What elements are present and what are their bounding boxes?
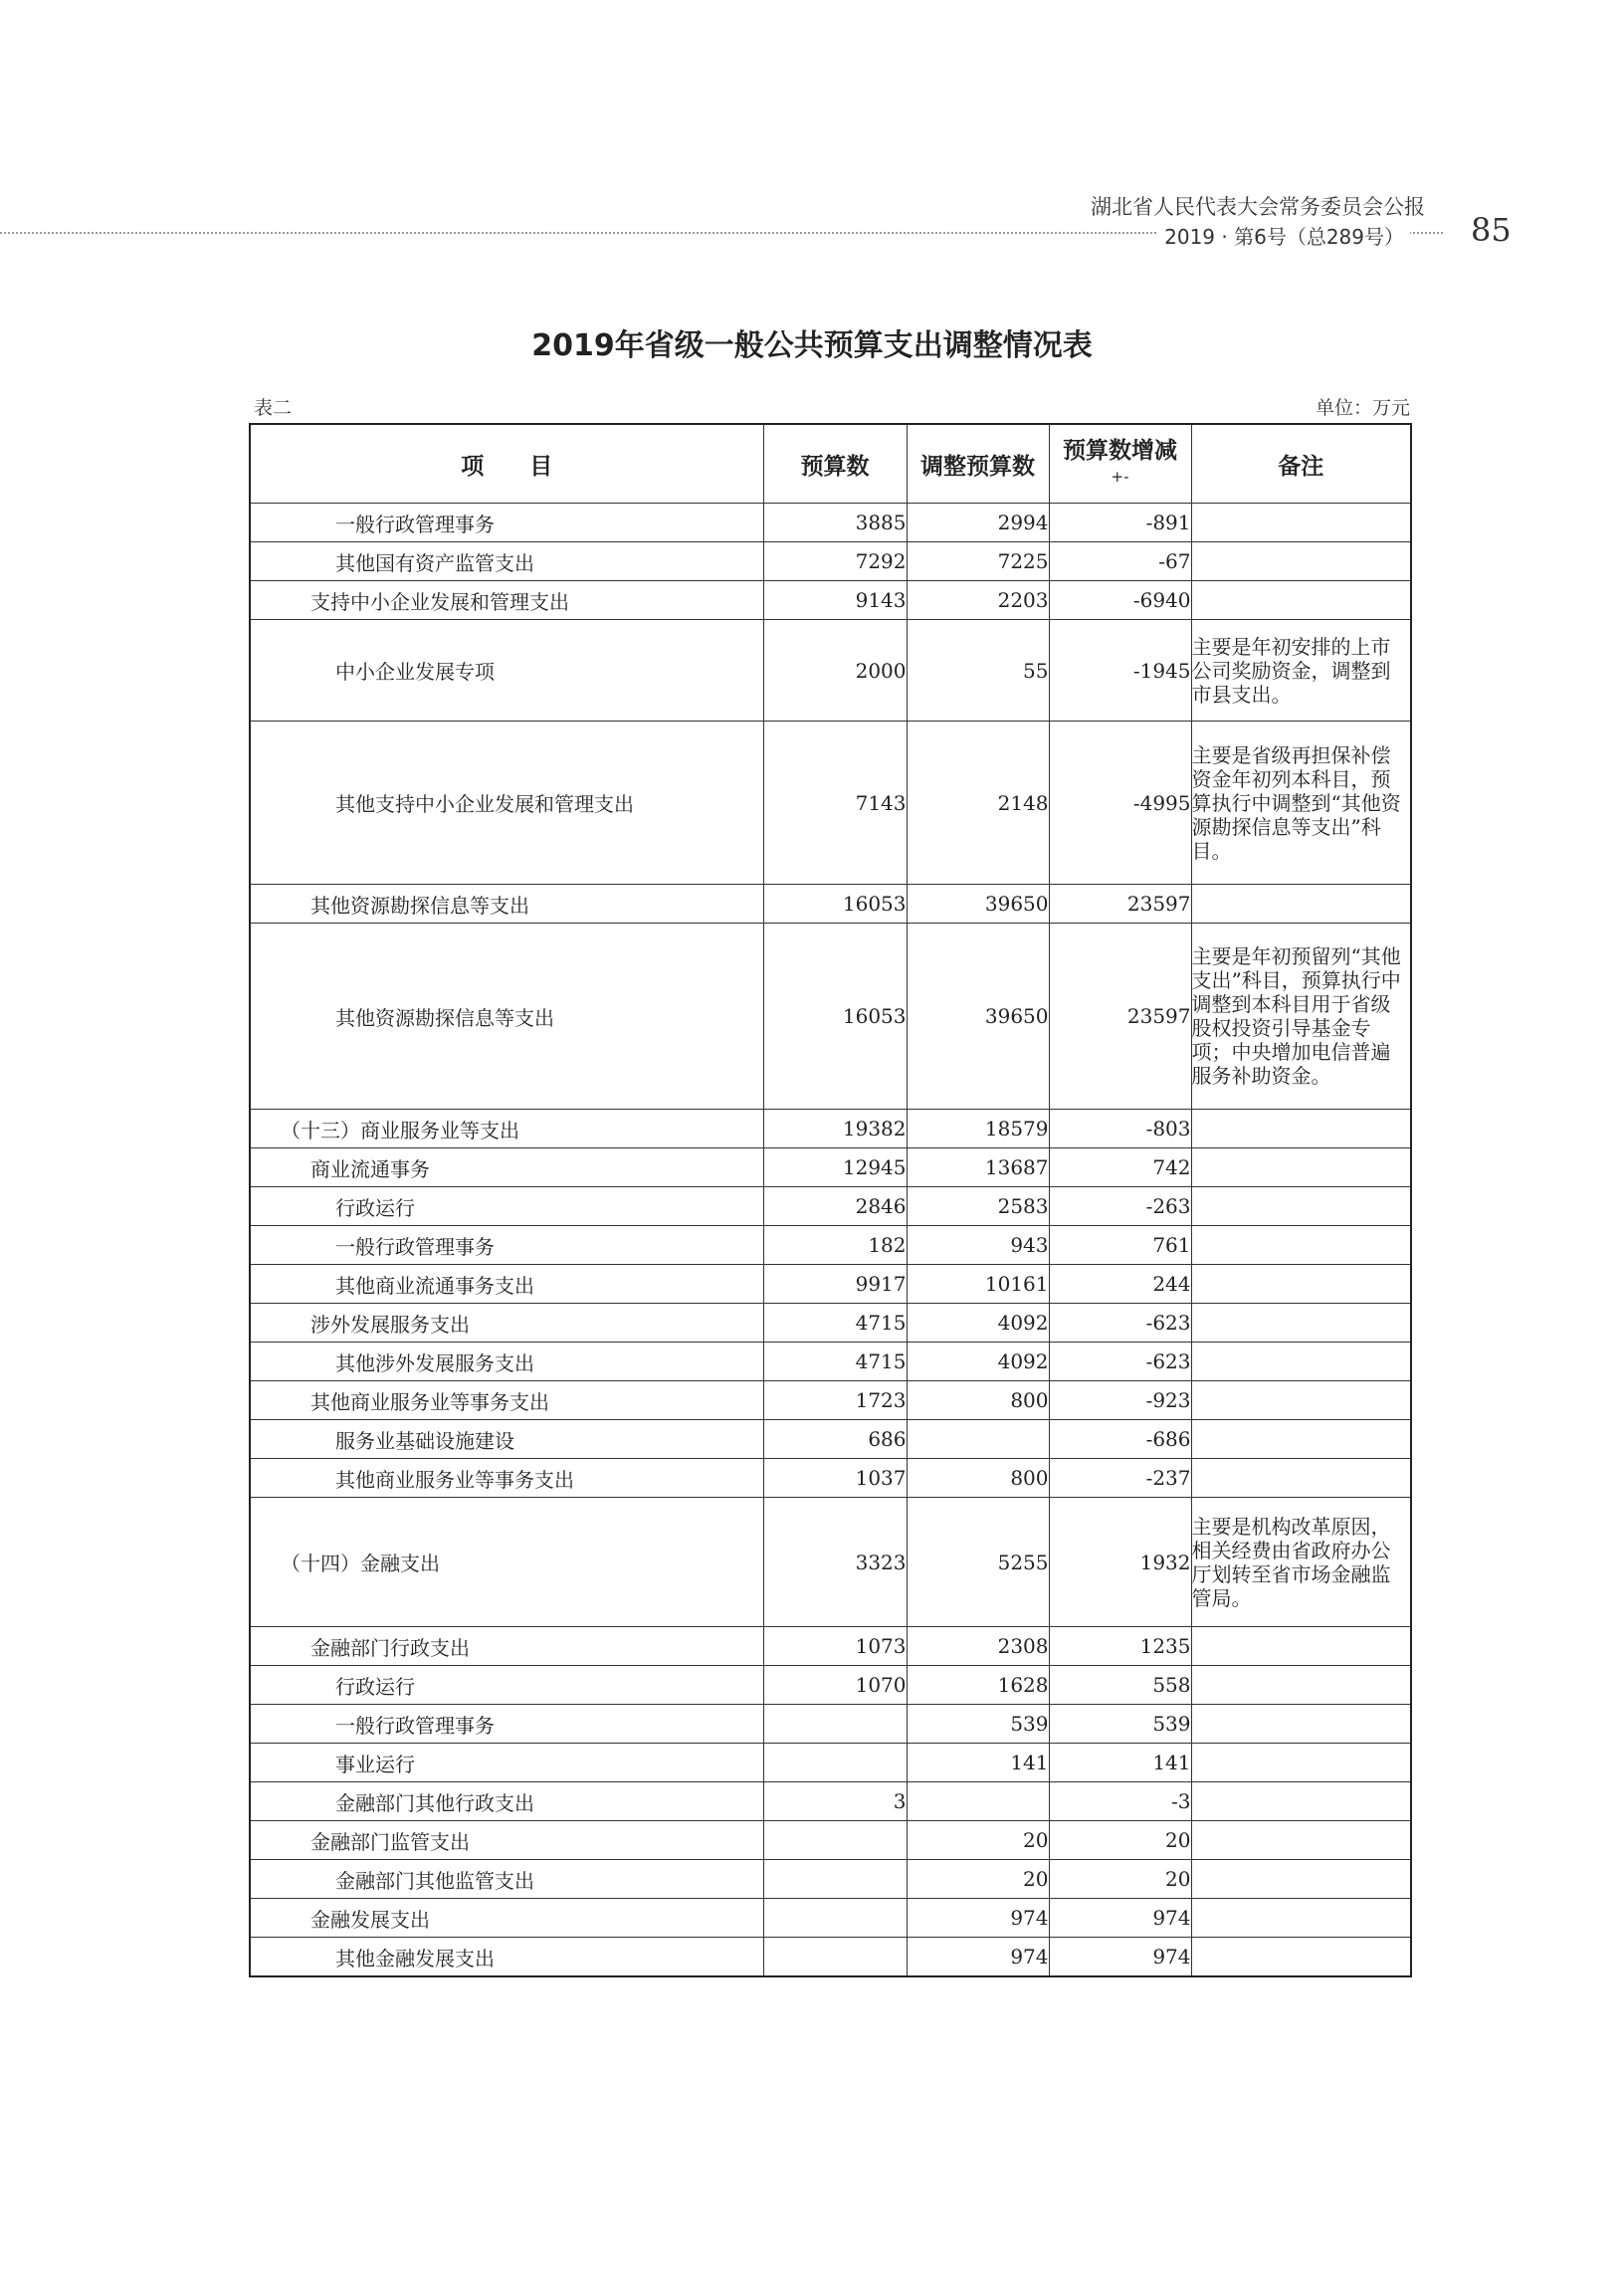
row-budget-value: 7143 <box>763 722 907 885</box>
row-change-value: -923 <box>1049 1381 1191 1420</box>
row-change-value: -1945 <box>1049 620 1191 722</box>
document-title: 2019年省级一般公共预算支出调整情况表 <box>531 328 1093 363</box>
row-item-name: 其他商业服务业等事务支出 <box>250 1381 763 1420</box>
row-note <box>1191 1226 1411 1265</box>
table-row <box>250 1304 1411 1343</box>
row-item-name: 其他资源勘探信息等支出 <box>250 885 763 924</box>
row-adjusted-value: 141 <box>907 1744 1049 1782</box>
row-adjusted-value: 2308 <box>907 1627 1049 1666</box>
row-note <box>1191 504 1411 542</box>
row-adjusted-value: 974 <box>907 1899 1049 1938</box>
table-row <box>250 1782 1411 1821</box>
row-note <box>1191 1666 1411 1705</box>
column-header-budget: 预算数 <box>763 424 907 504</box>
row-budget-value: 19382 <box>763 1110 907 1148</box>
row-budget-value: 9917 <box>763 1265 907 1304</box>
row-change-value: 1235 <box>1049 1627 1191 1666</box>
row-adjusted-value: 974 <box>907 1938 1049 1977</box>
table-row <box>250 722 1411 885</box>
row-item-name: 金融部门行政支出 <box>250 1627 763 1666</box>
row-change-value: 20 <box>1049 1821 1191 1860</box>
table-header-row <box>250 424 1411 504</box>
table-row <box>250 1666 1411 1705</box>
issue-number: 2019 · 第6号（总289号） <box>1158 221 1410 250</box>
row-note <box>1191 1627 1411 1666</box>
table-row <box>250 1705 1411 1744</box>
row-item-name: （十四）金融支出 <box>250 1498 763 1627</box>
row-item-name: 服务业基础设施建设 <box>250 1420 763 1459</box>
table-label: 表二 <box>254 397 293 419</box>
row-adjusted-value: 4092 <box>907 1343 1049 1381</box>
row-item-name: 一般行政管理事务 <box>250 1705 763 1744</box>
row-note <box>1191 1860 1411 1899</box>
row-item-name: 其他涉外发展服务支出 <box>250 1343 763 1381</box>
row-item-name: 金融部门其他行政支出 <box>250 1782 763 1821</box>
column-header-note: 备注 <box>1191 424 1411 504</box>
row-change-value: 244 <box>1049 1265 1191 1304</box>
row-item-name: 中小企业发展专项 <box>250 620 763 722</box>
table-row <box>250 620 1411 722</box>
row-adjusted-value: 18579 <box>907 1110 1049 1148</box>
column-header-change-label: 预算数增减 <box>1063 438 1177 464</box>
row-item-name: （十三）商业服务业等支出 <box>250 1110 763 1148</box>
unit-label: 单位：万元 <box>1315 397 1410 419</box>
table-row <box>250 1821 1411 1860</box>
column-header-change <box>1049 424 1191 504</box>
row-note <box>1191 1821 1411 1860</box>
row-adjusted-value: 10161 <box>907 1265 1049 1304</box>
row-budget-value: 3323 <box>763 1498 907 1627</box>
row-change-value: 1932 <box>1049 1498 1191 1627</box>
row-budget-value: 16053 <box>763 924 907 1110</box>
row-item-name: 一般行政管理事务 <box>250 1226 763 1265</box>
row-item-name: 金融部门其他监管支出 <box>250 1860 763 1899</box>
row-change-value: 761 <box>1049 1226 1191 1265</box>
row-budget-value: 182 <box>763 1226 907 1265</box>
row-change-value: -6940 <box>1049 581 1191 620</box>
row-adjusted-value: 2994 <box>907 504 1049 542</box>
row-item-name: 事业运行 <box>250 1744 763 1782</box>
table-row <box>250 1459 1411 1498</box>
row-budget-value: 3 <box>763 1782 907 1821</box>
row-change-value: 141 <box>1049 1744 1191 1782</box>
row-adjusted-value: 1628 <box>907 1666 1049 1705</box>
table-row <box>250 1498 1411 1627</box>
row-adjusted-value: 39650 <box>907 885 1049 924</box>
row-note <box>1191 1110 1411 1148</box>
row-change-value: -686 <box>1049 1420 1191 1459</box>
row-note <box>1191 1705 1411 1744</box>
row-change-value: 23597 <box>1049 924 1191 1110</box>
row-item-name: 金融部门监管支出 <box>250 1821 763 1860</box>
row-change-value: -623 <box>1049 1304 1191 1343</box>
table-row <box>250 1110 1411 1148</box>
row-note <box>1191 1343 1411 1381</box>
row-note: 主要是机构改革原因，相关经费由省政府办公厅划转至省市场金融监管局。 <box>1191 1498 1411 1627</box>
table-row <box>250 1899 1411 1938</box>
row-adjusted-value: 5255 <box>907 1498 1049 1627</box>
row-note <box>1191 581 1411 620</box>
table-row <box>250 1860 1411 1899</box>
row-budget-value <box>763 1744 907 1782</box>
row-change-value: -3 <box>1049 1782 1191 1821</box>
row-item-name: 行政运行 <box>250 1187 763 1226</box>
table-row <box>250 1744 1411 1782</box>
row-note: 主要是省级再担保补偿资金年初列本科目，预算执行中调整到“其他资源勘探信息等支出”科目。 <box>1191 722 1411 885</box>
row-item-name: 其他金融发展支出 <box>250 1938 763 1977</box>
row-adjusted-value: 2203 <box>907 581 1049 620</box>
row-budget-value <box>763 1899 907 1938</box>
row-change-value: -67 <box>1049 542 1191 581</box>
row-budget-value: 1073 <box>763 1627 907 1666</box>
row-adjusted-value: 4092 <box>907 1304 1049 1343</box>
row-change-value: -623 <box>1049 1343 1191 1381</box>
row-budget-value: 1723 <box>763 1381 907 1420</box>
row-change-value: -237 <box>1049 1459 1191 1498</box>
row-change-value: 23597 <box>1049 885 1191 924</box>
journal-name: 湖北省人民代表大会常务委员会公报 <box>1091 195 1425 219</box>
row-adjusted-value: 800 <box>907 1459 1049 1498</box>
row-item-name: 涉外发展服务支出 <box>250 1304 763 1343</box>
column-header-adjusted: 调整预算数 <box>907 424 1049 504</box>
row-budget-value: 1037 <box>763 1459 907 1498</box>
row-note <box>1191 1148 1411 1187</box>
column-header-item: 项 目 <box>250 424 763 504</box>
row-item-name: 其他国有资产监管支出 <box>250 542 763 581</box>
table-row <box>250 581 1411 620</box>
row-budget-value: 4715 <box>763 1304 907 1343</box>
column-header-change-sign: +- <box>1111 468 1129 486</box>
row-budget-value: 2846 <box>763 1187 907 1226</box>
page-number: 85 <box>1471 211 1512 249</box>
row-note <box>1191 1304 1411 1343</box>
row-adjusted-value: 2583 <box>907 1187 1049 1226</box>
row-item-name: 其他资源勘探信息等支出 <box>250 924 763 1110</box>
row-note: 主要是年初安排的上市公司奖励资金，调整到市县支出。 <box>1191 620 1411 722</box>
row-adjusted-value <box>907 1782 1049 1821</box>
row-item-name: 商业流通事务 <box>250 1148 763 1187</box>
row-adjusted-value: 943 <box>907 1226 1049 1265</box>
budget-table <box>249 423 1412 1977</box>
row-adjusted-value: 800 <box>907 1381 1049 1420</box>
row-budget-value <box>763 1821 907 1860</box>
row-note: 主要是年初预留列“其他支出”科目，预算执行中调整到本科目用于省级股权投资引导基金专项；中央增加电信普遍服务补助资金。 <box>1191 924 1411 1110</box>
row-change-value: 974 <box>1049 1938 1191 1977</box>
table-row <box>250 1627 1411 1666</box>
row-change-value: 539 <box>1049 1705 1191 1744</box>
row-note <box>1191 1265 1411 1304</box>
table-body <box>250 504 1411 1977</box>
table-row <box>250 1226 1411 1265</box>
row-change-value: 742 <box>1049 1148 1191 1187</box>
row-change-value: -803 <box>1049 1110 1191 1148</box>
table-row <box>250 1343 1411 1381</box>
row-item-name: 支持中小企业发展和管理支出 <box>250 581 763 620</box>
row-adjusted-value: 55 <box>907 620 1049 722</box>
row-budget-value: 7292 <box>763 542 907 581</box>
row-change-value: 974 <box>1049 1899 1191 1938</box>
row-budget-value: 4715 <box>763 1343 907 1381</box>
row-note <box>1191 1938 1411 1977</box>
row-note <box>1191 885 1411 924</box>
table-row <box>250 1265 1411 1304</box>
table-row <box>250 504 1411 542</box>
row-item-name: 其他商业服务业等事务支出 <box>250 1459 763 1498</box>
table-row <box>250 924 1411 1110</box>
row-change-value: 558 <box>1049 1666 1191 1705</box>
row-note <box>1191 1744 1411 1782</box>
row-budget-value: 9143 <box>763 581 907 620</box>
row-budget-value: 12945 <box>763 1148 907 1187</box>
row-budget-value <box>763 1860 907 1899</box>
row-adjusted-value: 13687 <box>907 1148 1049 1187</box>
row-budget-value: 1070 <box>763 1666 907 1705</box>
row-adjusted-value <box>907 1420 1049 1459</box>
row-item-name: 一般行政管理事务 <box>250 504 763 542</box>
table-row <box>250 1938 1411 1977</box>
row-note <box>1191 1899 1411 1938</box>
row-item-name: 金融发展支出 <box>250 1899 763 1938</box>
table-row <box>250 542 1411 581</box>
row-note <box>1191 1187 1411 1226</box>
row-budget-value: 686 <box>763 1420 907 1459</box>
row-adjusted-value: 20 <box>907 1860 1049 1899</box>
row-adjusted-value: 539 <box>907 1705 1049 1744</box>
table-row <box>250 885 1411 924</box>
table-row <box>250 1420 1411 1459</box>
row-budget-value <box>763 1938 907 1977</box>
row-adjusted-value: 20 <box>907 1821 1049 1860</box>
row-note <box>1191 1459 1411 1498</box>
row-change-value: -4995 <box>1049 722 1191 885</box>
row-budget-value: 16053 <box>763 885 907 924</box>
row-item-name: 其他支持中小企业发展和管理支出 <box>250 722 763 885</box>
table-row <box>250 1187 1411 1226</box>
row-adjusted-value: 39650 <box>907 924 1049 1110</box>
row-note <box>1191 542 1411 581</box>
row-item-name: 行政运行 <box>250 1666 763 1705</box>
row-change-value: -263 <box>1049 1187 1191 1226</box>
row-adjusted-value: 7225 <box>907 542 1049 581</box>
table-row <box>250 1148 1411 1187</box>
row-item-name: 其他商业流通事务支出 <box>250 1265 763 1304</box>
row-change-value: -891 <box>1049 504 1191 542</box>
row-note <box>1191 1420 1411 1459</box>
row-note <box>1191 1381 1411 1420</box>
row-budget-value: 3885 <box>763 504 907 542</box>
row-budget-value <box>763 1705 907 1744</box>
row-note <box>1191 1782 1411 1821</box>
row-budget-value: 2000 <box>763 620 907 722</box>
table-row <box>250 1381 1411 1420</box>
row-adjusted-value: 2148 <box>907 722 1049 885</box>
row-change-value: 20 <box>1049 1860 1191 1899</box>
